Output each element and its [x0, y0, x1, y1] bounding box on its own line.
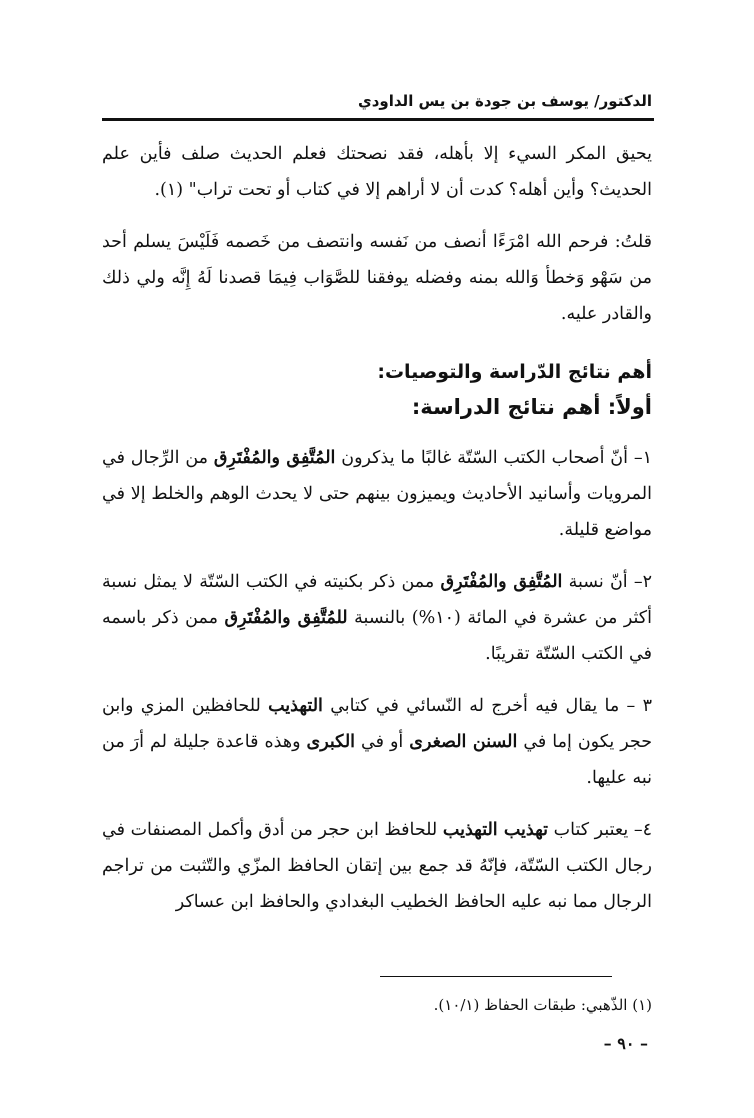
result-4-term: تهذيب التهذيب	[442, 820, 549, 840]
result-3-term-2: السنن الصغرى	[409, 732, 518, 752]
page-body	[102, 136, 652, 920]
subsection-heading: أولاً: أهم نتائج الدراسة:	[411, 395, 652, 419]
result-4-text-c: للحافظ ابن حجر من أدق وأكمل المصنفات في رجال الكتب السّتّة، فإنّهُ قد جمع بين إتقان الحافظ المزّي والتّثبت من تراجم الرجال مما نبه عليه الحافظ الخطيب البغدادي والحافظ ابن عساكر	[102, 820, 652, 912]
result-3-term: التهذيب	[268, 696, 323, 716]
section-heading: أهم نتائج الدّراسة والتوصيات:	[377, 361, 652, 383]
result-2-text-a: ٢– أنّ نسبة	[562, 572, 653, 592]
result-item-3	[102, 688, 652, 796]
result-2-text-c: ممن ذكر بكنيته في الكتب السّتّة لا يمثل نسبة أكثر من عشرة في المائة (١٠%) بالنسبة	[102, 572, 652, 628]
result-2-term-2: للمُتَّفِق والمُفْتَرِق	[224, 608, 348, 628]
result-item-4	[102, 812, 652, 920]
result-3-text-e: أو في	[355, 732, 410, 752]
result-item-1	[102, 440, 652, 548]
header-rule	[102, 118, 654, 121]
page-number: – ٩٠ –	[603, 1034, 648, 1053]
footnote: (١) الذّهبي: طبقات الحفاظ (١٠/١).	[433, 996, 652, 1014]
result-3-text-a: ٣ – ما يقال فيه أخرج له النّسائي في كتابي	[322, 696, 652, 716]
paragraph-2: قلتُ: فرحم الله امْرَءًا أنصف من نَفسه وانتصف من خَصمه فَلَيْسَ يسلم أحد من سَهْو وَخطأ وَالله بمنه وفضله يوفقنا للصَّوَاب فِيمَا قصدنا لَهُ إِنَّه ولي ذلك والقادر عليه.	[102, 232, 652, 324]
running-header: الدكتور/ يوسف بن جودة بن يس الداودي	[357, 92, 652, 110]
result-3-text-c: للحافظين المزي وابن حجر يكون إما في	[102, 696, 653, 752]
result-item-2	[102, 564, 652, 672]
footnote-rule	[380, 976, 612, 977]
result-4-text-a: ٤– يعتبر كتاب	[548, 820, 652, 840]
result-1-term: المُتَّفِق والمُفْتَرِق	[213, 448, 336, 468]
result-3-term-3: الكبرى	[306, 732, 356, 752]
result-2-text-e: ممن ذكر باسمه في الكتب السّتّة تقريبًا.	[102, 608, 652, 664]
result-1-text-a: ١– أنّ أصحاب الكتب السّتّة غالبًا ما يذكرون	[335, 448, 652, 468]
result-3-text-g: وهذه قاعدة جليلة لم أرَ من نبه عليها.	[102, 732, 652, 788]
result-1-text-c: من الرِّجال في المرويات وأسانيد الأحاديث ويميزون بينهم حتى لا يحدث الوهم والخلط إلا في مواضع قليلة.	[102, 448, 652, 540]
paragraph-1: يحيق المكر السيء إلا بأهله، فقد نصحتك فعلم الحديث صلف فأين علم الحديث؟ وأين أهله؟ كدت أن لا أراهم إلا في كتاب أو تحت تراب" (١).	[102, 144, 652, 200]
result-2-term: المُتَّفِق والمُفْتَرِق	[440, 572, 563, 592]
